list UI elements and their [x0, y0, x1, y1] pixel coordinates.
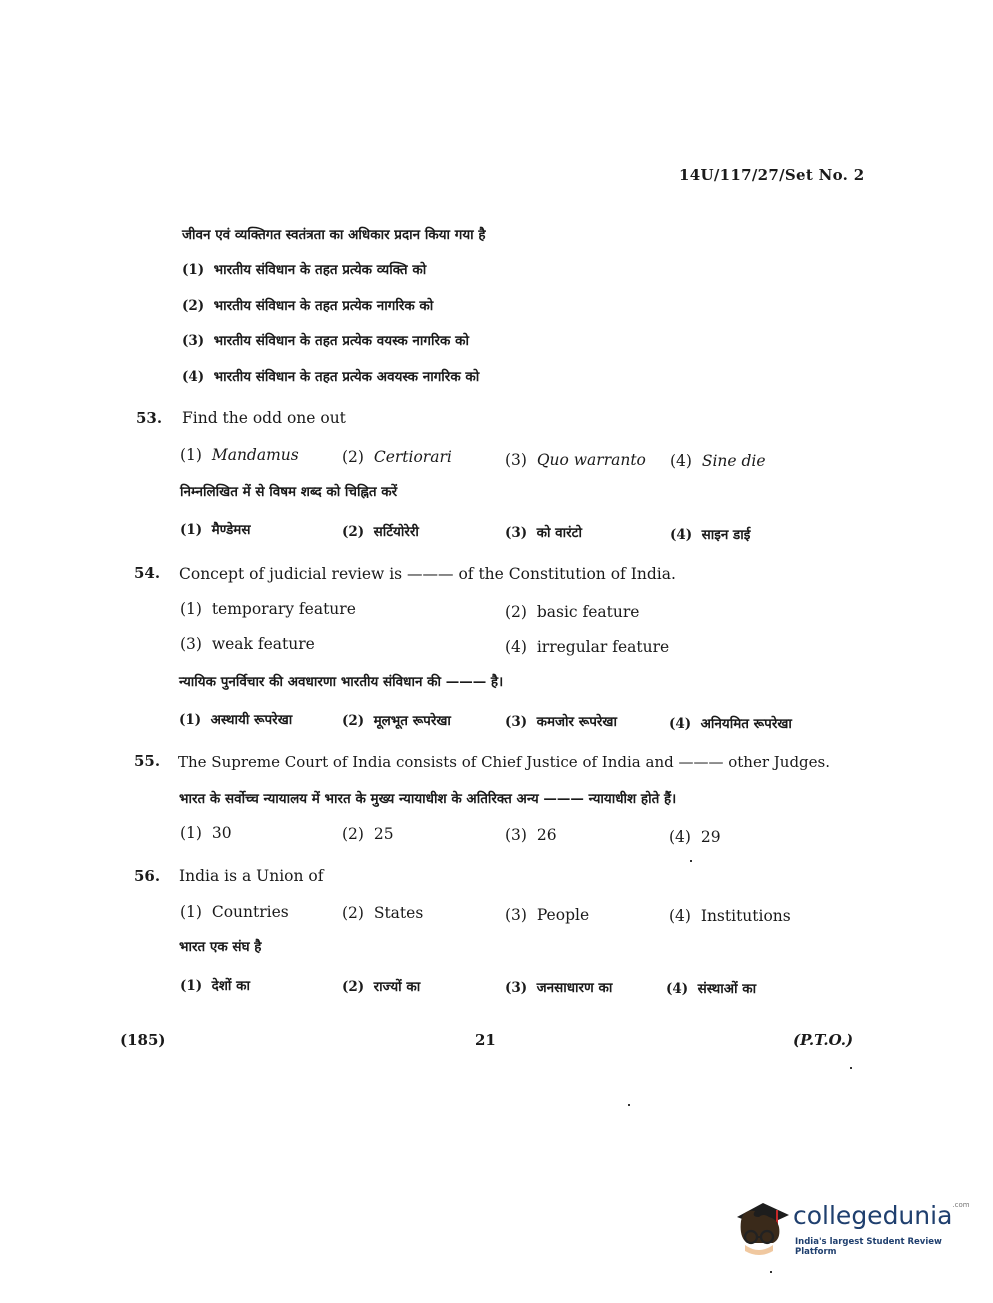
- q56-option-4: (4) Institutions: [669, 907, 791, 925]
- q53-hindi-stem: निम्नलिखित में से विषम शब्द को चिह्नित करें: [180, 484, 398, 500]
- q55-option-1: (1) 30: [180, 824, 232, 842]
- q54-hindi-option-2: (2) मूलभूत रूपरेखा: [342, 713, 451, 729]
- q54-hindi-option-1: (1) अस्थायी रूपरेखा: [179, 712, 293, 728]
- q56-option-1: (1) Countries: [180, 903, 289, 921]
- q56-hindi-option-3: (3) जनसाधारण का: [505, 980, 613, 996]
- collegedunia-logo[interactable]: [733, 1193, 970, 1265]
- q55-hindi-stem: भारत के सर्वोच्च न्यायालय में भारत के मुख्य न्यायाधीश के अतिरिक्त अन्य ——— न्यायाधीश होते हैं।: [179, 791, 677, 807]
- q56-option-3: (3) People: [505, 906, 590, 924]
- q53-option-2: (2) Certiorari: [342, 448, 452, 466]
- q56-hindi-option-2: (2) राज्यों का: [342, 979, 421, 995]
- q53-hindi-option-1: (1) मैण्डेमस: [180, 522, 251, 538]
- mascot-icon: [733, 1195, 791, 1259]
- q53-option-3: (3) Quo warranto: [505, 451, 646, 469]
- q54-hindi-stem: न्यायिक पुनर्विचार की अवधारणा भारतीय संविधान की ——— है।: [179, 674, 504, 690]
- q52-option-3: (3) भारतीय संविधान के तहत प्रत्येक वयस्क नागरिक को: [182, 333, 469, 349]
- q56-option-2: (2) States: [342, 904, 424, 922]
- q55-option-3: (3) 26: [505, 826, 557, 844]
- scan-speck: [850, 1067, 852, 1069]
- q52-option-1: (1) भारतीय संविधान के तहत प्रत्येक व्यक्ति को: [182, 262, 427, 278]
- q53-option-4: (4) Sine die: [670, 452, 766, 470]
- q54-option-2: (2) basic feature: [505, 603, 640, 621]
- q53-option-1: (1) Mandamus: [180, 446, 299, 464]
- q54-option-1: (1) temporary feature: [180, 600, 356, 618]
- footer-code: (185): [120, 1031, 166, 1049]
- q55-stem: The Supreme Court of India consists of Chief Justice of India and ——— other Judges.: [178, 753, 830, 771]
- q55-number: 55.: [134, 752, 161, 770]
- q53-hindi-option-4: (4) साइन डाई: [670, 527, 751, 543]
- q55-option-2: (2) 25: [342, 825, 394, 843]
- q52-option-2: (2) भारतीय संविधान के तहत प्रत्येक नागरिक को: [182, 298, 434, 314]
- q53-hindi-option-3: (3) को वारंटो: [505, 525, 582, 541]
- q54-stem: Concept of judicial review is ——— of the Constitution of India.: [179, 565, 676, 583]
- scan-speck: [690, 860, 692, 862]
- q56-hindi-option-1: (1) देशों का: [180, 978, 250, 994]
- q56-stem: India is a Union of: [179, 867, 324, 885]
- q52-option-4: (4) भारतीय संविधान के तहत प्रत्येक अवयस्क नागरिक को: [182, 369, 480, 385]
- q54-hindi-option-4: (4) अनियमित रूपरेखा: [669, 716, 792, 732]
- q54-option-3: (3) weak feature: [180, 635, 315, 653]
- q56-number: 56.: [134, 867, 161, 885]
- q53-hindi-option-2: (2) सर्टियोरेरी: [342, 524, 419, 540]
- page-number: 21: [475, 1031, 496, 1049]
- logo-brand: collegedunia$^{.com}$: [793, 1201, 970, 1230]
- q53-stem: Find the odd one out: [182, 409, 346, 427]
- q53-number: 53.: [136, 409, 163, 427]
- q54-number: 54.: [134, 564, 161, 582]
- scan-speck: [770, 1271, 772, 1273]
- pto-label: (P.T.O.): [793, 1031, 854, 1049]
- paper-code: 14U/117/27/Set No. 2: [679, 166, 865, 184]
- q54-hindi-option-3: (3) कमजोर रूपरेखा: [505, 714, 617, 730]
- scan-speck: [628, 1104, 630, 1106]
- q56-hindi-option-4: (4) संस्थाओं का: [666, 981, 757, 997]
- q55-option-4: (4) 29: [669, 828, 721, 846]
- q52-hindi-stem: जीवन एवं व्यक्तिगत स्वतंत्रता का अधिकार प्रदान किया गया है: [182, 227, 486, 243]
- q56-hindi-stem: भारत एक संघ है: [179, 939, 262, 955]
- q54-option-4: (4) irregular feature: [505, 638, 670, 656]
- logo-tagline: India's largest Student Review Platform: [795, 1237, 942, 1257]
